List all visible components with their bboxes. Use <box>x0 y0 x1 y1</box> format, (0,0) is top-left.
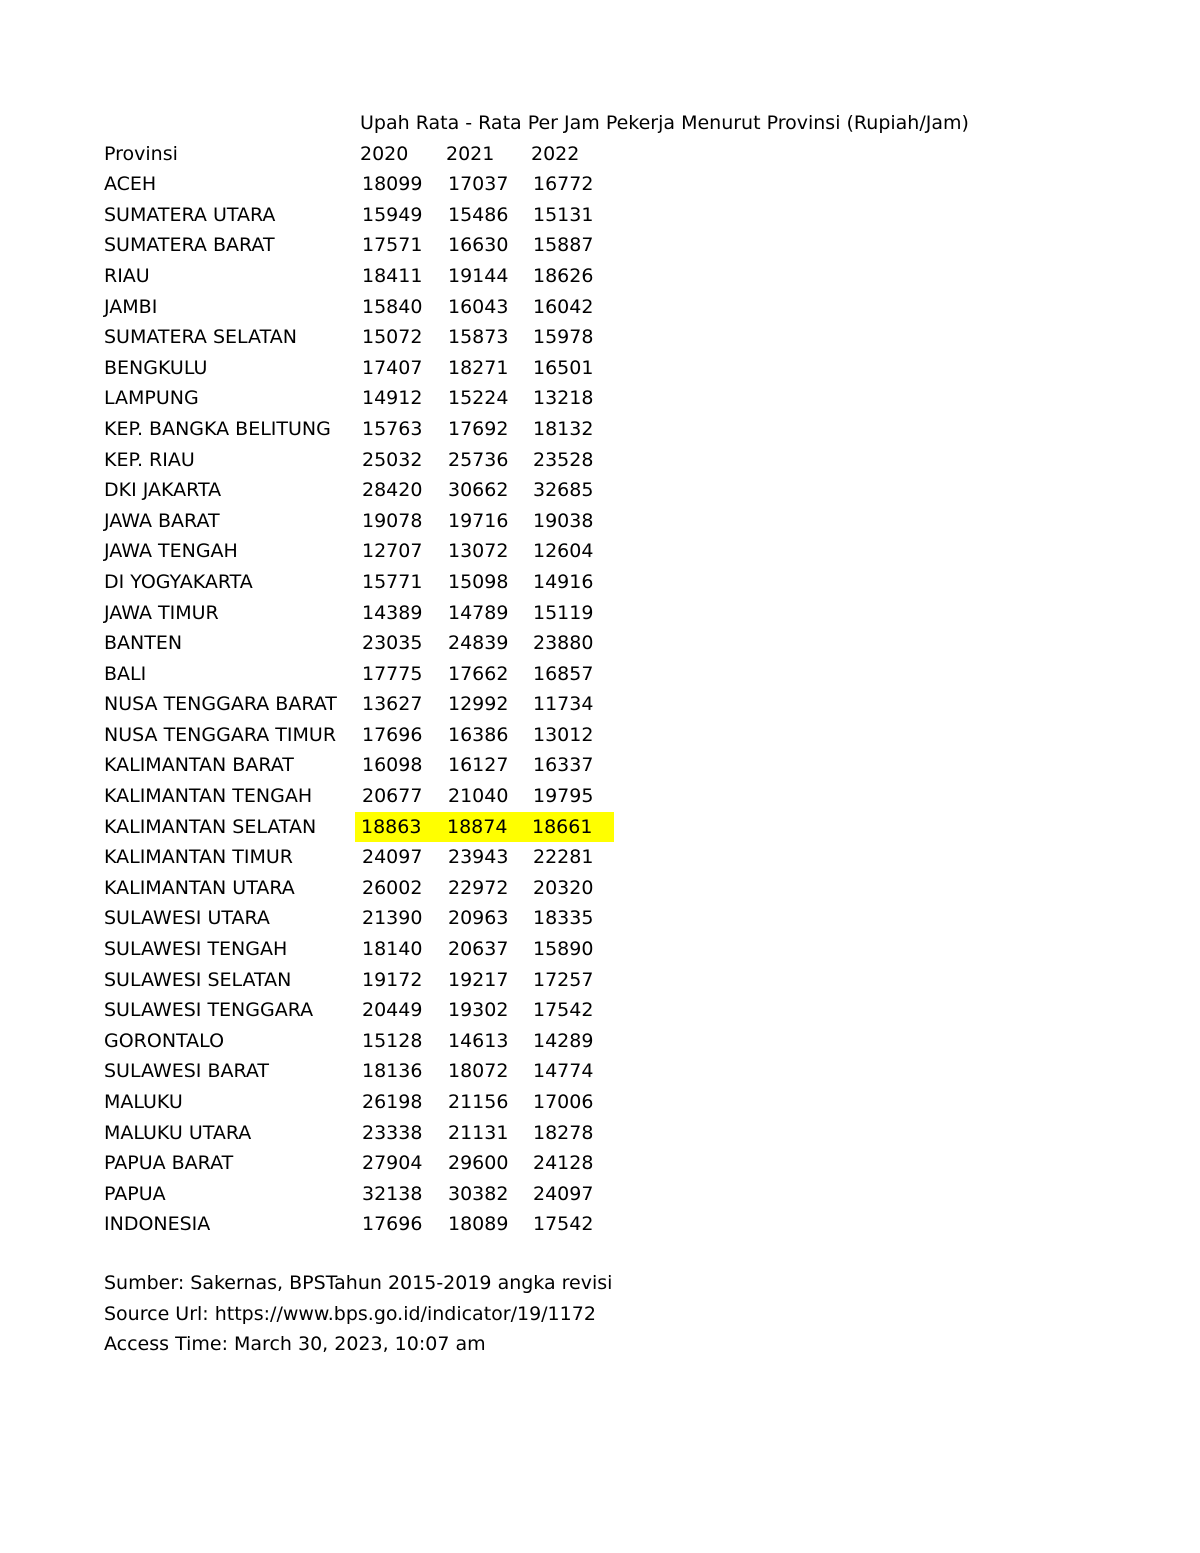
cell-2021: 19144 <box>448 264 509 287</box>
cell-2021: 24839 <box>448 632 509 655</box>
cell-2021: 23943 <box>448 846 509 869</box>
cell-provinsi: KEP. RIAU <box>104 448 195 471</box>
cell-2020: 14912 <box>362 387 423 410</box>
cell-2021: 19217 <box>448 968 509 991</box>
table-row <box>104 1087 624 1118</box>
footer-source: Sumber: Sakernas, BPSTahun 2015-2019 angka revisi <box>104 1272 613 1294</box>
cell-2020: 18140 <box>362 938 423 961</box>
cell-2022: 14916 <box>533 570 594 593</box>
cell-provinsi: SULAWESI BARAT <box>104 1060 270 1083</box>
table-row <box>104 720 624 751</box>
cell-2022: 11734 <box>533 693 594 716</box>
cell-2021: 16127 <box>448 754 509 777</box>
cell-2022: 14289 <box>533 1029 594 1052</box>
cell-provinsi: NUSA TENGGARA TIMUR <box>104 723 337 746</box>
cell-2022: 15890 <box>533 938 594 961</box>
cell-provinsi: SUMATERA UTARA <box>104 203 276 226</box>
cell-provinsi: BENGKULU <box>104 356 208 379</box>
cell-provinsi: SULAWESI TENGAH <box>104 938 288 961</box>
cell-2022: 15978 <box>533 326 594 349</box>
table-row <box>104 965 624 996</box>
cell-provinsi: NUSA TENGGARA BARAT <box>104 693 337 716</box>
cell-provinsi: SULAWESI SELATAN <box>104 968 292 991</box>
table-row <box>104 1026 624 1057</box>
cell-provinsi: LAMPUNG <box>104 387 199 410</box>
cell-provinsi: JAMBI <box>104 295 158 318</box>
table-row <box>104 1209 624 1240</box>
cell-provinsi: MALUKU <box>104 1091 183 1113</box>
cell-2021: 15873 <box>448 326 509 349</box>
cell-2020: 12707 <box>362 540 423 563</box>
cell-2020: 14389 <box>362 601 423 624</box>
table-row <box>104 873 624 904</box>
cell-2021: 14613 <box>448 1029 509 1052</box>
table-row <box>104 383 624 414</box>
cell-provinsi: GORONTALO <box>104 1029 225 1052</box>
table-row <box>104 445 624 476</box>
cell-2021: 30382 <box>448 1182 509 1205</box>
cell-provinsi: KALIMANTAN TENGAH <box>104 785 313 808</box>
cell-2022: 18278 <box>533 1121 594 1144</box>
cell-2022: 16501 <box>533 356 594 379</box>
cell-provinsi: KALIMANTAN UTARA <box>104 876 295 899</box>
table-row <box>104 598 624 629</box>
cell-provinsi: JAWA TENGAH <box>104 540 238 563</box>
table-row <box>104 261 624 292</box>
cell-2021: 29600 <box>448 1152 509 1175</box>
cell-2022: 18132 <box>533 417 594 440</box>
cell-2021: 18072 <box>448 1060 509 1083</box>
cell-provinsi: KALIMANTAN TIMUR <box>104 846 294 869</box>
table-row <box>104 689 624 720</box>
cell-2022: 17257 <box>533 968 594 991</box>
footer-access-time: Access Time: March 30, 2023, 10:07 am <box>104 1333 486 1356</box>
cell-provinsi: SUMATERA SELATAN <box>104 326 297 349</box>
table-row <box>104 842 624 873</box>
cell-provinsi: BANTEN <box>104 632 183 655</box>
spreadsheet-table <box>104 108 969 1240</box>
cell-2022: 22281 <box>533 846 594 869</box>
table-row <box>104 903 624 934</box>
cell-2021: 15486 <box>448 203 509 226</box>
cell-2020: 17571 <box>362 234 423 257</box>
table-row <box>104 200 624 231</box>
cell-2022: 13218 <box>533 387 594 410</box>
cell-provinsi: SUMATERA BARAT <box>104 234 275 257</box>
cell-2021: 13072 <box>448 540 509 563</box>
cell-2022: 24097 <box>533 1182 594 1205</box>
cell-2022: 24128 <box>533 1152 594 1175</box>
header-provinsi: Provinsi <box>104 142 178 165</box>
cell-2021: 16386 <box>448 723 509 746</box>
table-row <box>104 1118 624 1149</box>
cell-provinsi: KEP. BANGKA BELITUNG <box>104 417 331 440</box>
cell-2020: 15763 <box>362 417 423 440</box>
footer-notes <box>104 1268 624 1360</box>
cell-2020: 17696 <box>362 1213 423 1236</box>
cell-2020: 16098 <box>362 754 423 777</box>
cell-provinsi: SULAWESI UTARA <box>104 907 270 930</box>
cell-2020: 26002 <box>362 876 423 899</box>
cell-2022: 16857 <box>533 662 594 685</box>
cell-provinsi: RIAU <box>104 264 150 287</box>
footer-source-url: Source Url: https://www.bps.go.id/indicator/19/1172 <box>104 1302 596 1325</box>
cell-provinsi: DI YOGYAKARTA <box>104 570 253 593</box>
table-row <box>104 292 624 323</box>
cell-2021: 12992 <box>448 693 509 716</box>
cell-2020: 23035 <box>362 632 423 655</box>
cell-2020: 15072 <box>362 326 423 349</box>
cell-2021: 21040 <box>448 785 509 808</box>
cell-2022: 20320 <box>533 876 594 899</box>
cell-2022: 23880 <box>533 632 594 655</box>
table-row <box>104 475 624 506</box>
cell-2021: 16043 <box>448 295 509 318</box>
cell-2020: 20677 <box>362 785 423 808</box>
cell-2021: 30662 <box>448 479 509 502</box>
cell-2022: 18626 <box>533 264 594 287</box>
header-2020: 2020 <box>360 142 409 165</box>
cell-provinsi: KALIMANTAN BARAT <box>104 754 294 777</box>
cell-2020: 32138 <box>362 1182 423 1205</box>
cell-2022: 14774 <box>533 1060 594 1083</box>
cell-2020: 17696 <box>362 723 423 746</box>
cell-2021: 21131 <box>448 1121 509 1144</box>
cell-2022: 17542 <box>533 1213 594 1236</box>
cell-2021: 15224 <box>448 387 509 410</box>
cell-2020: 13627 <box>362 693 423 716</box>
cell-2021: 18271 <box>448 356 509 379</box>
cell-provinsi: JAWA BARAT <box>104 509 220 532</box>
cell-2021: 19716 <box>448 509 509 532</box>
cell-2021: 16630 <box>448 234 509 257</box>
table-row <box>104 1056 624 1087</box>
cell-2021: 22972 <box>448 876 509 899</box>
cell-2021: 17037 <box>448 173 509 196</box>
cell-2020: 21390 <box>362 907 423 930</box>
cell-2021: 18874 <box>441 812 529 843</box>
cell-provinsi: MALUKU UTARA <box>104 1121 252 1144</box>
cell-provinsi: BALI <box>104 662 147 685</box>
cell-2022: 15119 <box>533 601 594 624</box>
cell-2022: 23528 <box>533 448 594 471</box>
cell-2022: 16042 <box>533 295 594 318</box>
cell-2022: 13012 <box>533 723 594 746</box>
cell-2021: 15098 <box>448 570 509 593</box>
cell-2020: 26198 <box>362 1091 423 1113</box>
table-row <box>104 934 624 965</box>
cell-2022: 19795 <box>533 785 594 808</box>
table-title: Upah Rata - Rata Per Jam Pekerja Menurut Provinsi (Rupiah/Jam) <box>360 112 969 134</box>
cell-provinsi: KALIMANTAN SELATAN <box>104 815 317 838</box>
cell-2020: 15840 <box>362 295 423 318</box>
cell-provinsi: JAWA TIMUR <box>104 601 219 624</box>
cell-2020: 15128 <box>362 1029 423 1052</box>
cell-2022: 16772 <box>533 173 594 196</box>
cell-2022: 15131 <box>533 203 594 226</box>
cell-2020: 28420 <box>362 479 423 502</box>
cell-2022: 17542 <box>533 999 594 1022</box>
cell-provinsi: PAPUA BARAT <box>104 1152 234 1175</box>
cell-2022: 12604 <box>533 540 594 563</box>
table-row <box>104 1148 624 1179</box>
table-row <box>104 536 624 567</box>
cell-2021: 17692 <box>448 417 509 440</box>
cell-2022: 16337 <box>533 754 594 777</box>
cell-2022: 18335 <box>533 907 594 930</box>
cell-2021: 21156 <box>448 1091 509 1113</box>
cell-2022: 18661 <box>526 812 614 843</box>
cell-provinsi: DKI JAKARTA <box>104 479 222 502</box>
cell-2020: 27904 <box>362 1152 423 1175</box>
table-header-row <box>104 139 624 170</box>
cell-2022: 32685 <box>533 479 594 502</box>
cell-2020: 20449 <box>362 999 423 1022</box>
cell-2020: 19078 <box>362 509 423 532</box>
cell-2022: 17006 <box>533 1091 594 1113</box>
table-row <box>104 414 624 445</box>
cell-2021: 17662 <box>448 662 509 685</box>
cell-provinsi: INDONESIA <box>104 1213 211 1236</box>
table-row <box>104 781 624 812</box>
cell-2020: 23338 <box>362 1121 423 1144</box>
cell-2021: 19302 <box>448 999 509 1022</box>
table-title-row <box>104 108 969 139</box>
cell-2021: 18089 <box>448 1213 509 1236</box>
table-body <box>104 169 624 1240</box>
table-row <box>104 567 624 598</box>
cell-2020: 15949 <box>362 203 423 226</box>
header-2021: 2021 <box>446 142 495 165</box>
cell-2020: 18863 <box>355 812 443 843</box>
table-row <box>104 230 624 261</box>
cell-2020: 17775 <box>362 662 423 685</box>
table-row <box>104 322 624 353</box>
table-row <box>104 995 624 1026</box>
cell-provinsi: PAPUA <box>104 1182 166 1205</box>
table-row <box>104 812 624 843</box>
header-2022: 2022 <box>531 142 580 165</box>
cell-2022: 19038 <box>533 509 594 532</box>
cell-2020: 24097 <box>362 846 423 869</box>
cell-2021: 25736 <box>448 448 509 471</box>
cell-2021: 20637 <box>448 938 509 961</box>
cell-2021: 14789 <box>448 601 509 624</box>
cell-2020: 15771 <box>362 570 423 593</box>
table-row <box>104 169 624 200</box>
cell-2020: 19172 <box>362 968 423 991</box>
cell-2020: 17407 <box>362 356 423 379</box>
table-row <box>104 1179 624 1210</box>
table-row <box>104 628 624 659</box>
cell-2020: 18099 <box>362 173 423 196</box>
table-row <box>104 353 624 384</box>
cell-2020: 25032 <box>362 448 423 471</box>
cell-2020: 18136 <box>362 1060 423 1083</box>
cell-provinsi: SULAWESI TENGGARA <box>104 999 314 1022</box>
cell-2020: 18411 <box>362 264 423 287</box>
cell-provinsi: ACEH <box>104 173 157 196</box>
cell-2021: 20963 <box>448 907 509 930</box>
cell-2022: 15887 <box>533 234 594 257</box>
table-row <box>104 659 624 690</box>
table-row <box>104 750 624 781</box>
table-row <box>104 506 624 537</box>
